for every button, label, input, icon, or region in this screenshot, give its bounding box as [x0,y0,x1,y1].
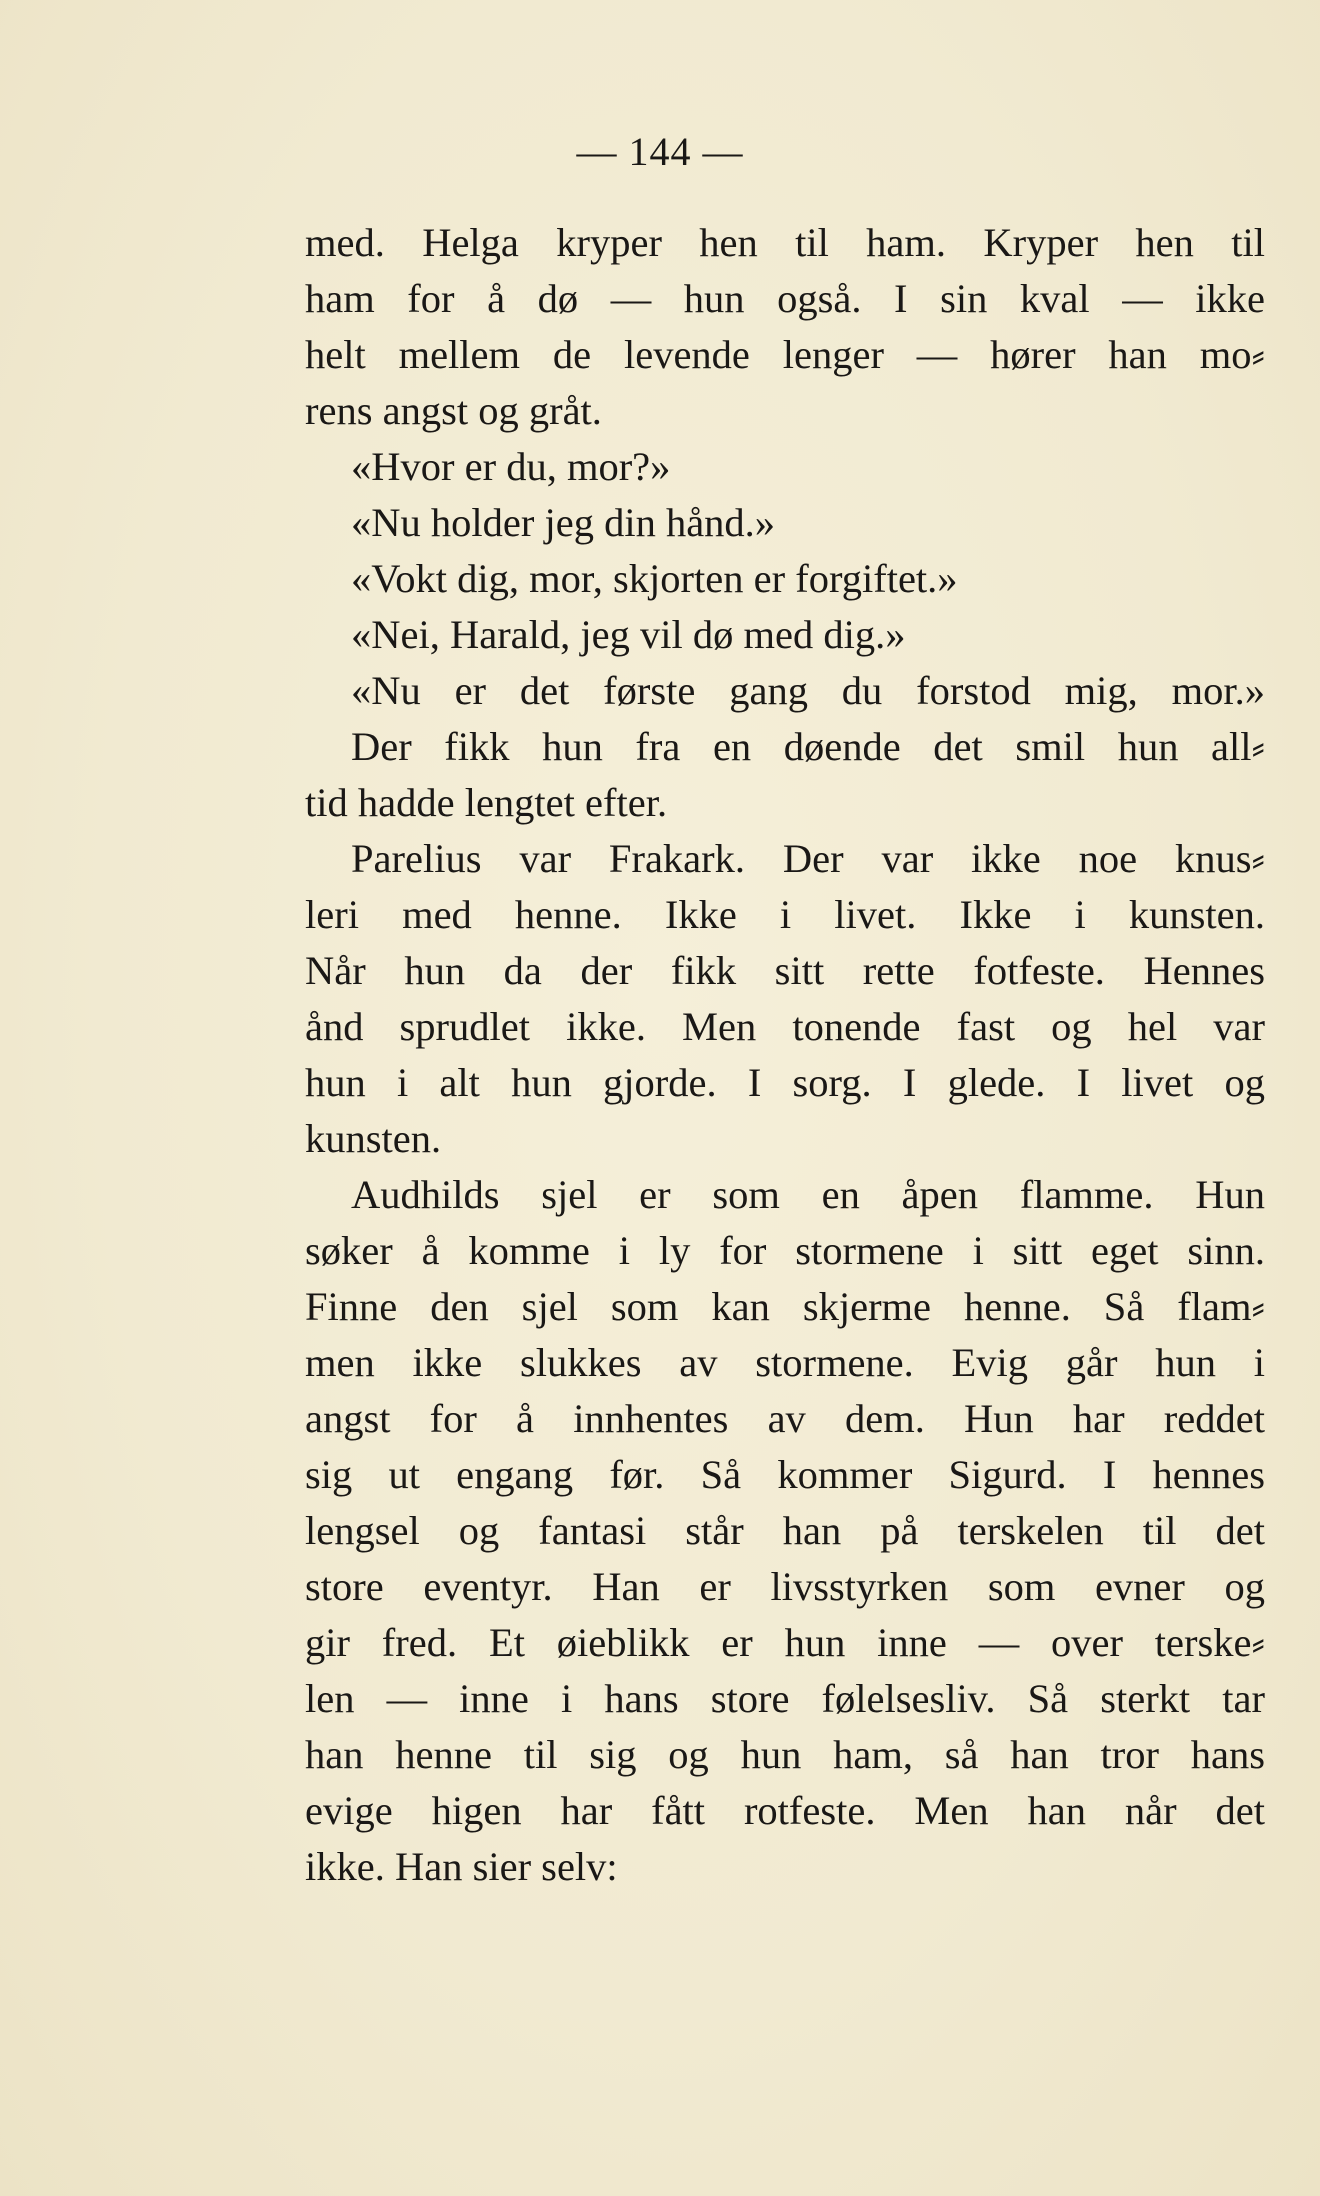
text-line: Audhilds sjel er som en åpen flamme. Hun [351,1172,1265,1217]
text-line: hun i alt hun gjorde. I sorg. I glede. I livet og [305,1060,1265,1105]
text-line: Når hun da der fikk sitt rette fotfeste. Hennes [305,948,1265,993]
text-line: ånd sprudlet ikke. Men tonende fast og hel var [305,1004,1265,1049]
text-line: ikke. Han sier selv: [305,1844,618,1889]
text-line: han henne til sig og hun ham, så han tror hans [305,1732,1265,1777]
text-line: «Nu holder jeg din hånd.» [351,500,776,545]
text-line: gir fred. Et øieblikk er hun inne — over terske⸗ [305,1620,1265,1665]
text-line: ham for å dø — hun også. I sin kval — ikke [305,276,1265,321]
text-line: rens angst og gråt. [305,388,602,433]
text-line: leri med henne. Ikke i livet. Ikke i kunsten. [305,892,1265,937]
text-line: kunsten. [305,1116,442,1161]
text-line: evige higen har fått rotfeste. Men han når det [305,1788,1265,1833]
text-line: Parelius var Frakark. Der var ikke noe knus⸗ [351,836,1265,881]
text-line: len — inne i hans store følelsesliv. Så sterkt tar [305,1676,1265,1721]
text-line: angst for å innhentes av dem. Hun har reddet [305,1396,1265,1441]
text-line: «Nu er det første gang du forstod mig, mor.» [351,668,1265,713]
text-line: søker å komme i ly for stormene i sitt eget sinn. [305,1228,1265,1273]
page-number: — 144 — [576,129,744,174]
text-line: med. Helga kryper hen til ham. Kryper hen til [305,220,1265,265]
text-line: tid hadde lengtet efter. [305,780,668,825]
text-line: lengsel og fantasi står han på terskelen til det [305,1508,1265,1553]
text-line: men ikke slukkes av stormene. Evig går hun i [305,1340,1265,1385]
text-line: «Nei, Harald, jeg vil dø med dig.» [351,612,906,657]
text-line: Finne den sjel som kan skjerme henne. Så flam⸗ [305,1284,1265,1329]
text-line: sig ut engang før. Så kommer Sigurd. I hennes [305,1452,1265,1497]
body-text [305,215,1265,1895]
text-line: Der fikk hun fra en døende det smil hun all⸗ [351,724,1265,769]
text-line: «Hvor er du, mor?» [351,444,671,489]
text-line: «Vokt dig, mor, skjorten er forgiftet.» [351,556,958,601]
text-line: store eventyr. Han er livsstyrken som evner og [305,1564,1265,1609]
text-line: helt mellem de levende lenger — hører han mo⸗ [305,332,1265,377]
